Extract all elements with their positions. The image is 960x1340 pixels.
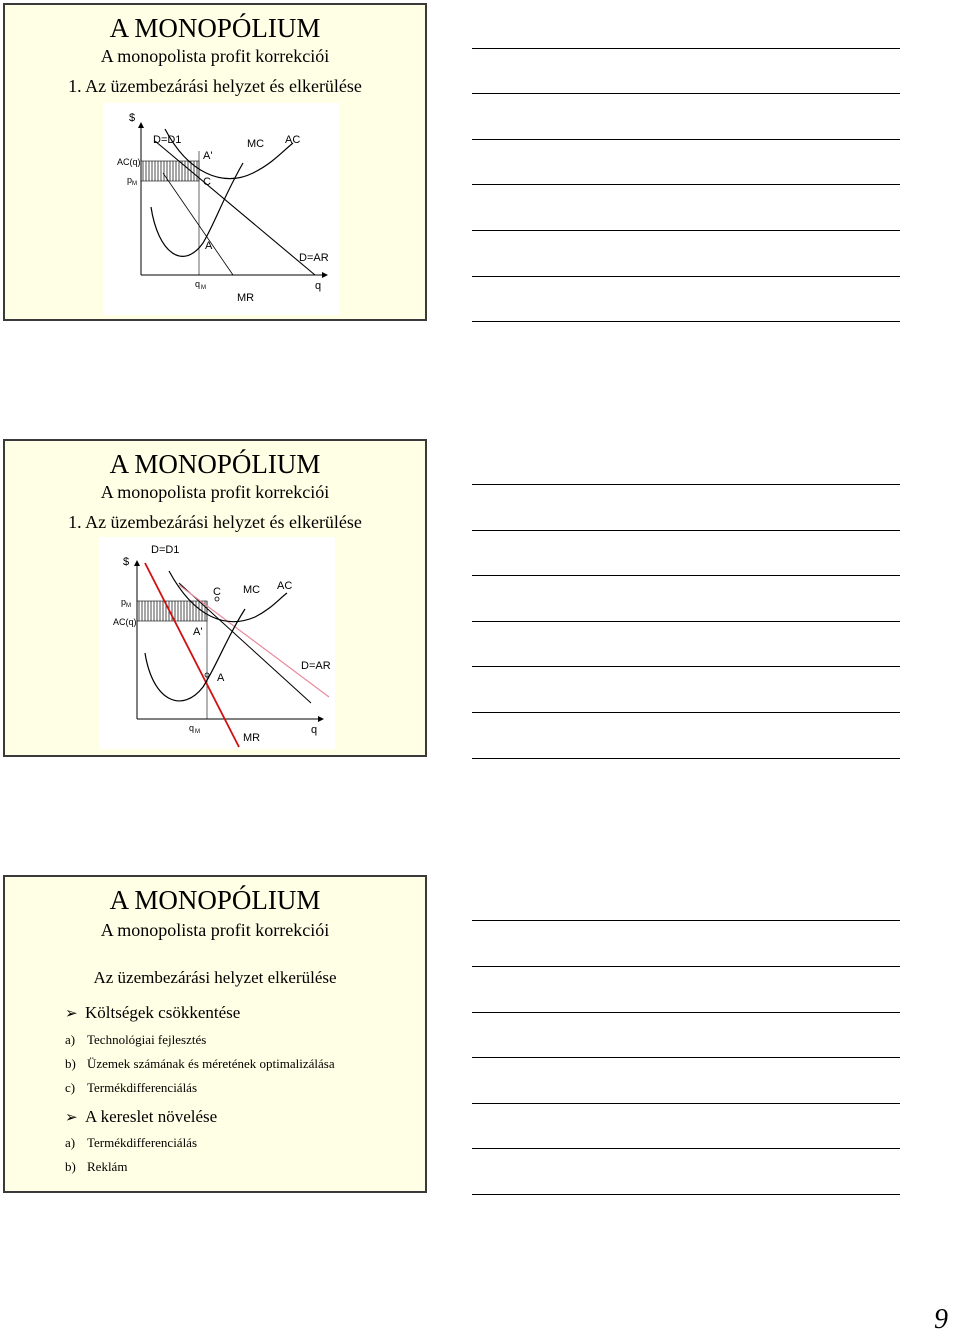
d-ar-label: D=AR: [301, 660, 331, 672]
a-prime-label: A': [193, 626, 203, 638]
list-item: b) Reklám: [65, 1159, 128, 1174]
slide-heading: 1. Az üzembezárási helyzet és elkerülése: [68, 76, 362, 96]
bullet-cost-reduction: ➢ Költségek csökkentése: [65, 1003, 241, 1022]
mr-label: MR: [237, 292, 255, 304]
note-line: [472, 48, 900, 49]
svg-text:M: M: [132, 181, 137, 187]
note-line: [472, 1148, 900, 1149]
monopoly-diagram: [103, 103, 339, 315]
arrow-bullet-icon: ➢: [65, 1006, 78, 1022]
note-line: [472, 139, 900, 140]
mr-line: [163, 173, 233, 275]
pm-label: p: [127, 175, 133, 185]
a-label: A: [217, 672, 225, 684]
shifted-demand-line: [179, 585, 329, 697]
q-axis-label: q: [311, 724, 318, 736]
mr-label: MR: [243, 732, 261, 744]
demand-line: [155, 141, 315, 275]
ac-label: AC: [277, 580, 293, 592]
slide-subtitle: A monopolista profit korrekciói: [100, 46, 330, 66]
arrow-bullet-icon: ➢: [65, 1110, 78, 1126]
note-line: [472, 93, 900, 94]
note-line: [472, 621, 900, 622]
ac-label: AC: [285, 134, 301, 146]
d-ar-label: D=AR: [299, 252, 329, 264]
slide-title: A MONOPÓLIUM: [109, 885, 321, 915]
svg-text:M: M: [201, 285, 206, 291]
a-prime-label: A': [203, 150, 213, 162]
a-label: A: [205, 240, 213, 252]
demand-line: [179, 583, 311, 703]
note-line: [472, 1194, 900, 1195]
note-line: [472, 666, 900, 667]
note-line: [472, 276, 900, 277]
y-axis-label: $: [129, 112, 136, 124]
note-line: [472, 966, 900, 967]
c-label: C: [213, 586, 221, 598]
slide-heading: Az üzembezárási helyzet elkerülése: [93, 968, 337, 987]
ac-q-label: AC(q): [117, 157, 141, 167]
slide-subtitle: A monopolista profit korrekciói: [100, 920, 330, 940]
bullet-demand-increase: ➢ A kereslet növelése: [65, 1107, 218, 1126]
ac-q-label: AC(q): [113, 617, 137, 627]
monopoly-diagram: [99, 537, 335, 749]
q-axis-label: q: [315, 280, 322, 292]
slide-3: [3, 875, 427, 1193]
list-item: a) Termékdifferenciálás: [65, 1135, 198, 1150]
svg-text:M: M: [126, 603, 131, 609]
note-line: [472, 575, 900, 576]
note-line: [472, 484, 900, 485]
slide-title: A MONOPÓLIUM: [109, 449, 321, 479]
qm-label: q: [195, 279, 201, 289]
note-line: [472, 321, 900, 322]
mc-label: MC: [243, 584, 261, 596]
slide-title: A MONOPÓLIUM: [109, 13, 321, 43]
note-line: [472, 712, 900, 713]
c-label: C: [203, 176, 211, 188]
y-axis-label: $: [123, 556, 130, 568]
d-d1-label: D=D1: [153, 134, 182, 146]
slide-2: [3, 439, 427, 757]
note-line: [472, 1103, 900, 1104]
mc-label: MC: [247, 138, 265, 150]
note-line: [472, 758, 900, 759]
note-line: [472, 530, 900, 531]
note-line: [472, 230, 900, 231]
slide-heading: 1. Az üzembezárási helyzet és elkerülése: [68, 512, 362, 532]
slide-1: [3, 3, 427, 321]
qm-label: q: [189, 723, 195, 733]
loss-area: [137, 601, 207, 621]
note-line: [472, 1057, 900, 1058]
note-line: [472, 920, 900, 921]
list-item: a) Technológiai fejlesztés: [65, 1032, 207, 1047]
slide-subtitle: A monopolista profit korrekciói: [100, 482, 330, 502]
d-d1-label: D=D1: [151, 544, 180, 556]
pm-label: p: [121, 597, 127, 607]
page-number: 9: [934, 1304, 948, 1335]
note-line: [472, 1012, 900, 1013]
note-line: [472, 184, 900, 185]
list-item: c) Termékdifferenciálás: [65, 1080, 198, 1095]
list-item: b) Üzemek számának és méretének optimalizálása: [65, 1056, 335, 1071]
svg-text:M: M: [195, 729, 200, 735]
